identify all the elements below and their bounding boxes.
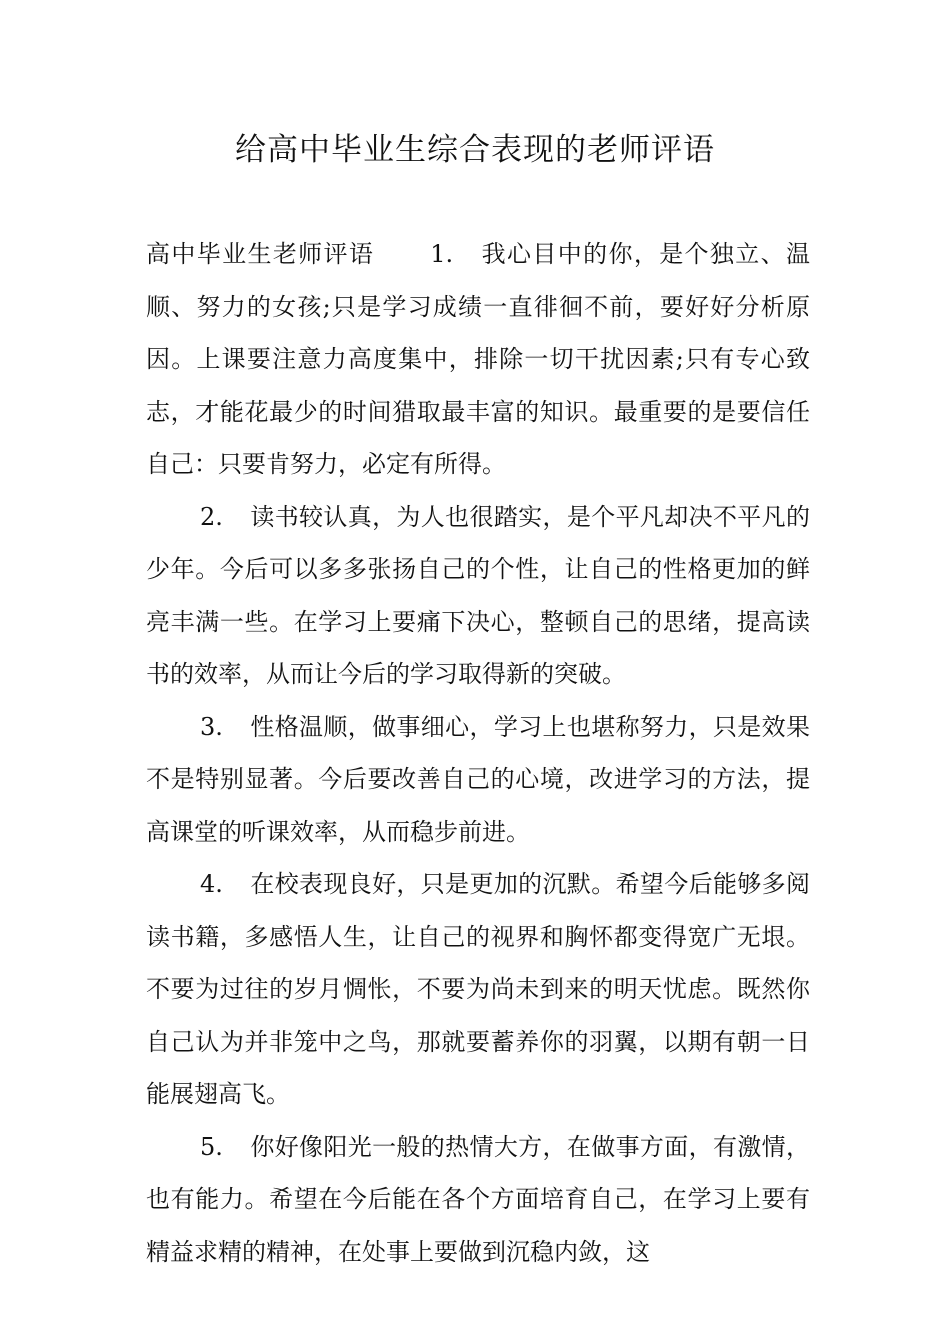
item-number-4: 4. xyxy=(200,870,223,898)
item-number-1: 1. xyxy=(430,240,454,268)
item-number-2: 2. xyxy=(200,502,223,531)
paragraph-3 xyxy=(146,701,810,859)
item-text-4: 在校表现良好，只是更加的沉默。希望今后能够多阅读书籍，多感悟人生，让自己的视界和胸怀都变得宽广无垠。不要为过往的岁月惆怅，不要为尚未到来的明天忧虑。既然你自己认为并非笼中之鸟，那就要蓄养你的羽翼，以期有朝一日能展翅高飞。 xyxy=(146,870,810,1108)
paragraph-2 xyxy=(146,491,810,701)
item-text-5: 你好像阳光一般的热情大方，在做事方面，有激情，也有能力。希望在今后能在各个方面培育自己，在学习上要有精益求精的精神，在处事上要做到沉稳内敛，这 xyxy=(146,1132,810,1266)
intro-label: 高中毕业生老师评语 xyxy=(146,240,375,268)
item-text-2: 读书较认真，为人也很踏实，是个平凡却决不平凡的少年。今后可以多多张扬自己的个性，让自己的性格更加的鲜亮丰满一些。在学习上要痛下决心，整顿自己的思绪，提高读书的效率，从而让今后的学习取得新的突破。 xyxy=(146,502,810,688)
item-text-3: 性格温顺，做事细心，学习上也堪称努力，只是效果不是特别显著。今后要改善自己的心境，改进学习的方法，提高课堂的听课效率，从而稳步前进。 xyxy=(146,712,810,846)
document-title: 给高中毕业生综合表现的老师评语 xyxy=(235,132,715,168)
paragraph-1 xyxy=(146,228,810,491)
item-text-1: 我心目中的你，是个独立、温顺、努力的女孩;只是学习成绩一直徘徊不前，要好好分析原因。上课要注意力高度集中，排除一切干扰因素;只有专心致志，才能花最少的时间猎取最丰富的知识。最重要的是要信任自己：只要肯努力，必定有所得。 xyxy=(146,240,811,478)
item-number-5: 5. xyxy=(200,1132,223,1161)
document-body xyxy=(146,228,810,1278)
item-number-3: 3. xyxy=(200,712,223,741)
paragraph-5 xyxy=(146,1121,810,1279)
paragraph-4 xyxy=(146,858,810,1121)
